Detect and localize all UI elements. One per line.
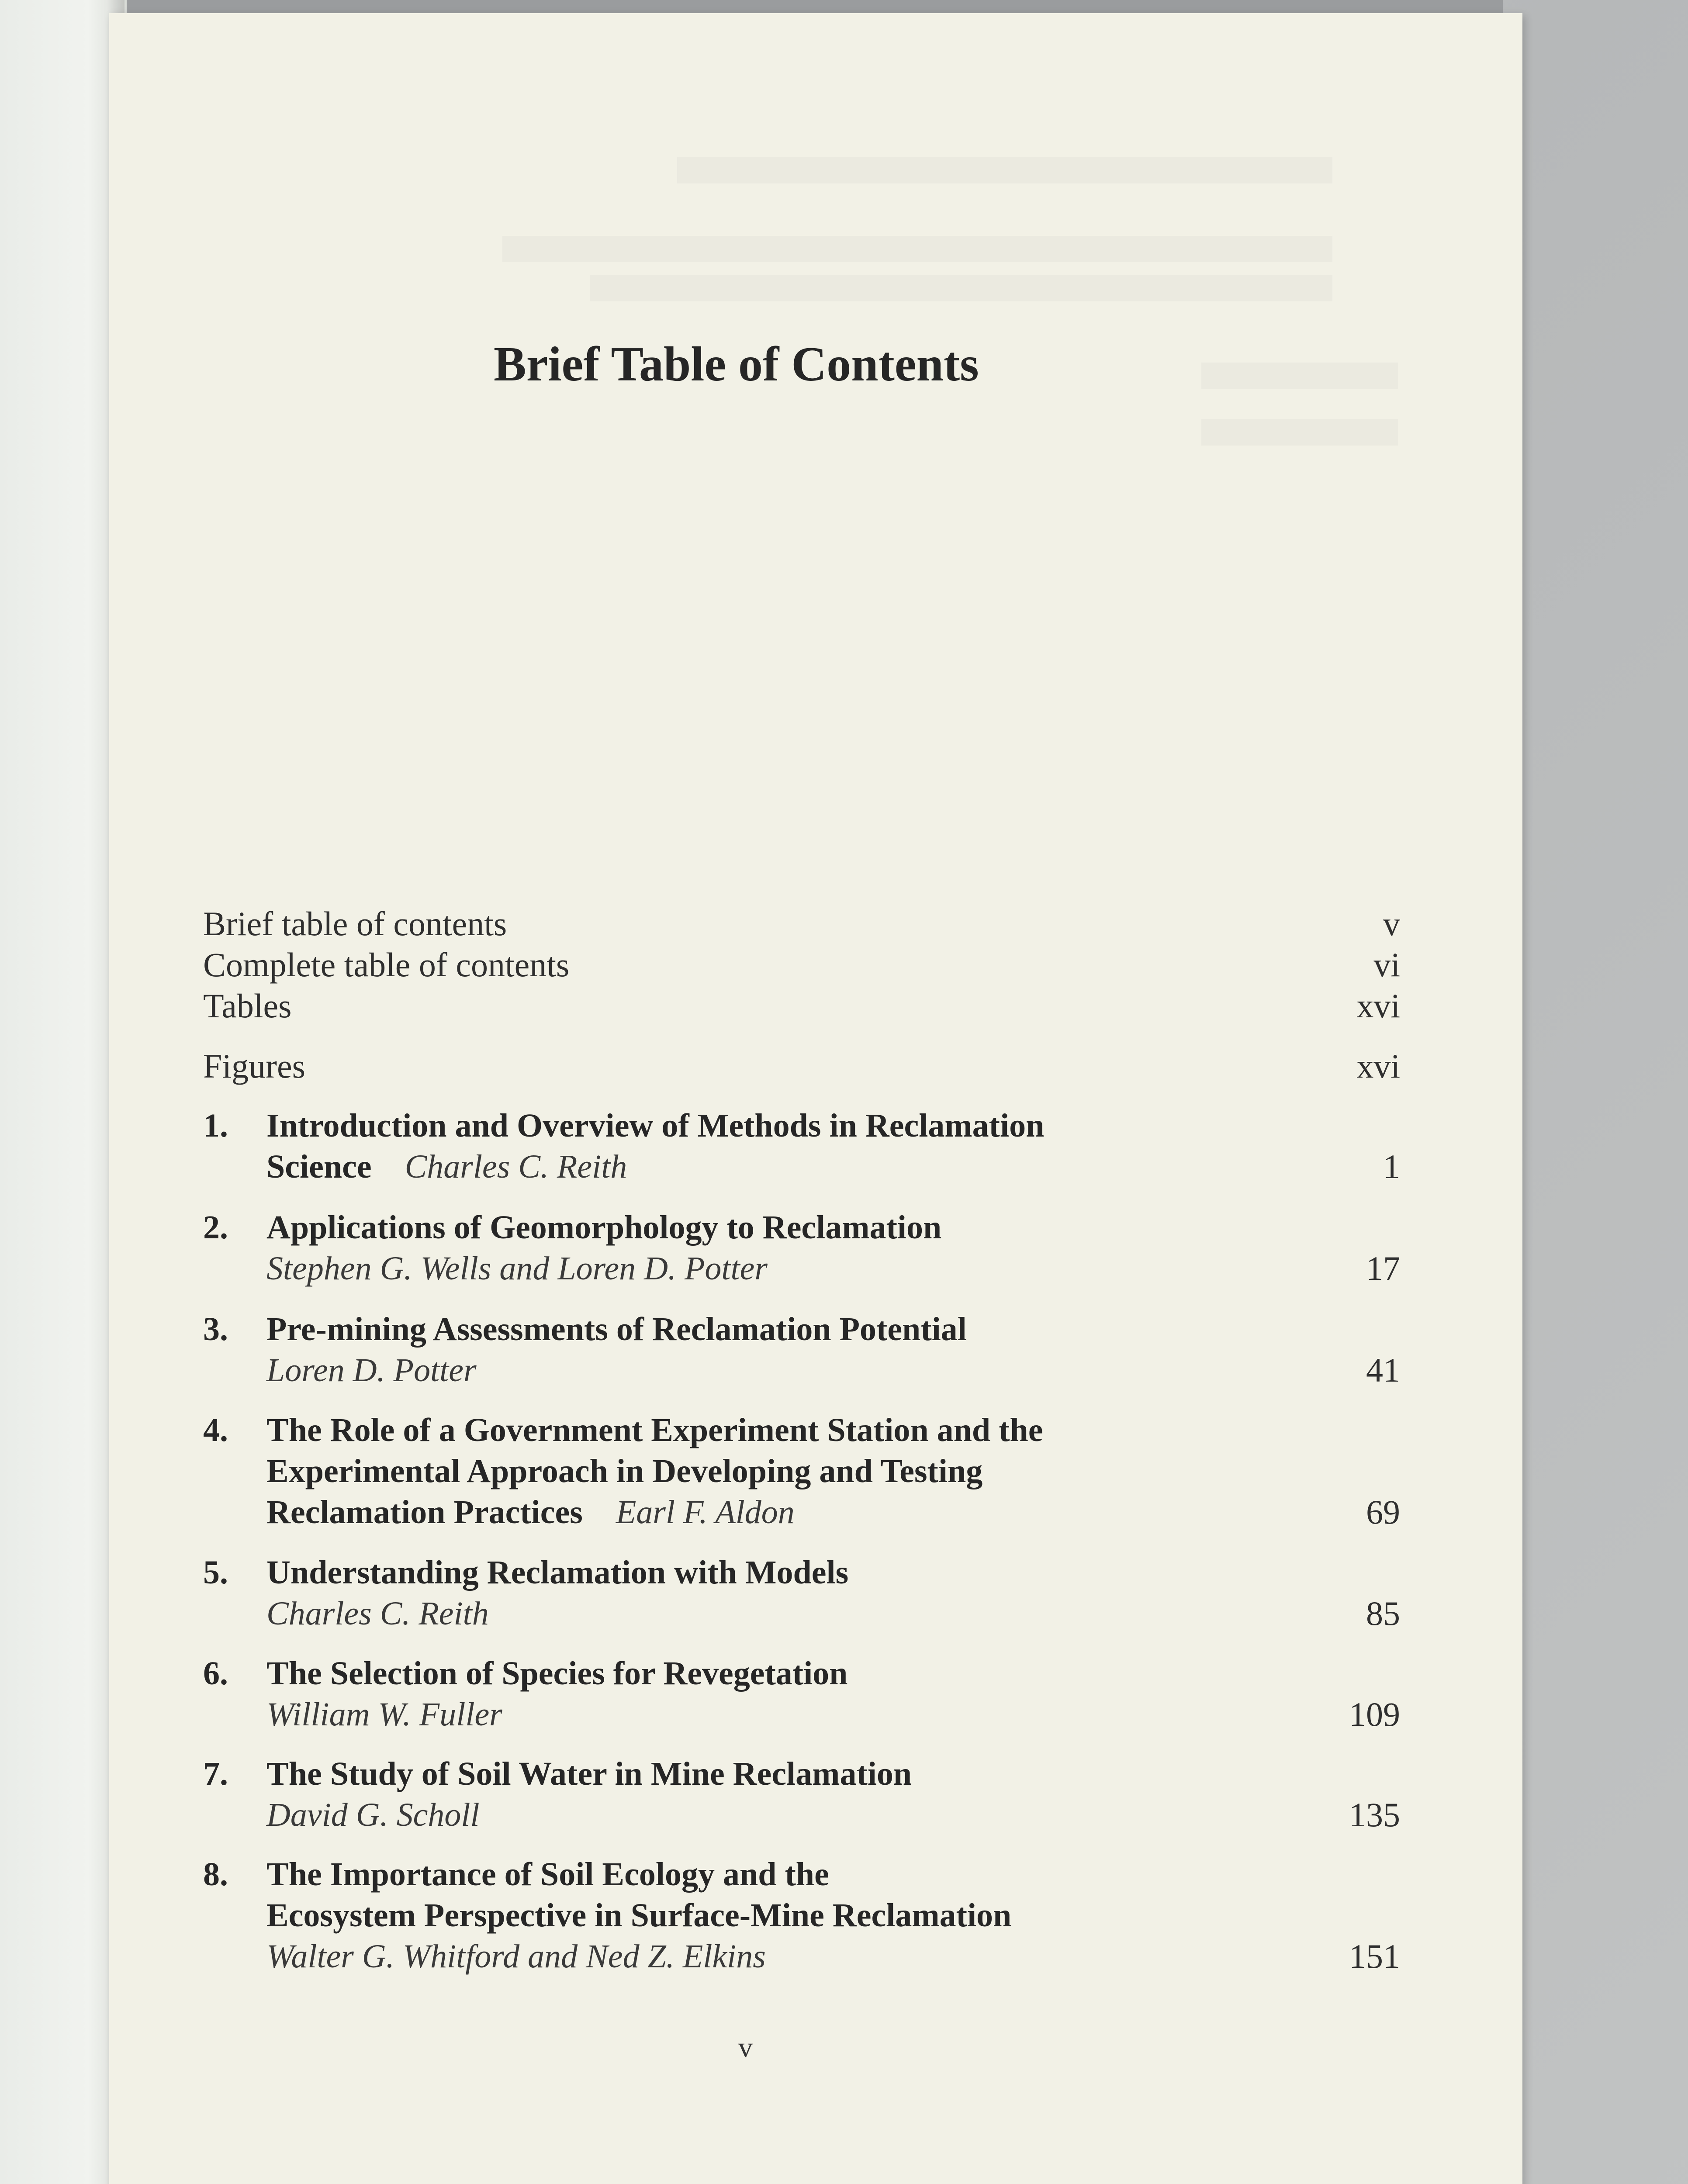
chapter-title-line: Introduction and Overview of Methods in Reclamation: [266, 1107, 1045, 1144]
chapter-page: 69: [1366, 1493, 1400, 1531]
chapter-number: 5.: [203, 1554, 228, 1591]
book-page: [109, 13, 1522, 2184]
chapter-body: [266, 1410, 1293, 1533]
chapter-author: Stephen G. Wells and Loren D. Potter: [266, 1250, 768, 1287]
chapter-number: 3.: [203, 1311, 228, 1348]
chapter-body: [266, 1854, 1293, 1977]
chapter-page: 151: [1349, 1937, 1400, 1975]
entry-page: v: [1383, 905, 1400, 943]
entry-page: xvi: [1356, 1047, 1400, 1085]
chapter-number: 1.: [203, 1107, 228, 1144]
chapter-author: Walter G. Whitford and Ned Z. Elkins: [266, 1938, 766, 1975]
chapter-body: [266, 1552, 1293, 1634]
chapter-author: David G. Scholl: [266, 1797, 480, 1833]
show-through-5: [1201, 419, 1398, 446]
chapter-body: [266, 1207, 1293, 1289]
chapter-body: [266, 1653, 1293, 1735]
chapter-title-line: [266, 1146, 1293, 1187]
chapter-body: [266, 1309, 1293, 1391]
chapter-title-text: Reclamation Practices: [266, 1494, 583, 1531]
chapter-page: 135: [1349, 1796, 1400, 1834]
show-through-1: [677, 157, 1332, 183]
entry-label: Complete table of contents: [203, 946, 570, 984]
chapter-page: 1: [1383, 1147, 1400, 1185]
chapter-title-line: Experimental Approach in Developing and Testing: [266, 1453, 983, 1489]
chapter-author: Earl F. Aldon: [616, 1494, 795, 1531]
chapter-number: 7.: [203, 1755, 228, 1792]
chapter-page: 17: [1366, 1249, 1400, 1287]
chapter-page: 85: [1366, 1594, 1400, 1632]
chapter-title-line: Ecosystem Perspective in Surface-Mine Reclamation: [266, 1897, 1012, 1934]
chapter-number: 4.: [203, 1412, 228, 1448]
show-through-2: [502, 236, 1332, 262]
chapter-author: William W. Fuller: [266, 1696, 502, 1733]
chapter-title-line: Pre-mining Assessments of Reclamation Potential: [266, 1311, 967, 1348]
chapter-page: 109: [1349, 1695, 1400, 1733]
page-folio: v: [738, 2032, 753, 2063]
chapter-number: 6.: [203, 1655, 228, 1692]
entry-page: xvi: [1356, 987, 1400, 1025]
show-through-3: [590, 275, 1332, 301]
chapter-body: [266, 1105, 1293, 1187]
chapter-title-line: Applications of Geomorphology to Reclamation: [266, 1209, 942, 1246]
chapter-number: 2.: [203, 1209, 228, 1246]
chapter-title-text: Science: [266, 1148, 372, 1185]
entry-page: vi: [1373, 946, 1400, 984]
entry-label: Brief table of contents: [203, 905, 507, 943]
chapter-body: [266, 1753, 1293, 1835]
chapter-title-line: The Study of Soil Water in Mine Reclamation: [266, 1755, 912, 1792]
book-top-edge: [105, 0, 1503, 13]
page-title: Brief Table of Contents: [494, 337, 979, 391]
entry-label: Figures: [203, 1047, 305, 1085]
chapter-page: 41: [1366, 1351, 1400, 1389]
chapter-number: 8.: [203, 1856, 228, 1893]
chapter-title-line: The Selection of Species for Revegetation: [266, 1655, 848, 1692]
chapter-title-line: The Importance of Soil Ecology and the: [266, 1856, 829, 1893]
chapter-author: Charles C. Reith: [266, 1595, 489, 1632]
chapter-title-line: [266, 1492, 1293, 1533]
entry-label: Tables: [203, 987, 292, 1025]
chapter-author: Charles C. Reith: [405, 1148, 627, 1185]
chapter-author: Loren D. Potter: [266, 1352, 477, 1389]
chapter-title-line: Understanding Reclamation with Models: [266, 1554, 849, 1591]
chapter-title-line: The Role of a Government Experiment Station and the: [266, 1412, 1043, 1448]
